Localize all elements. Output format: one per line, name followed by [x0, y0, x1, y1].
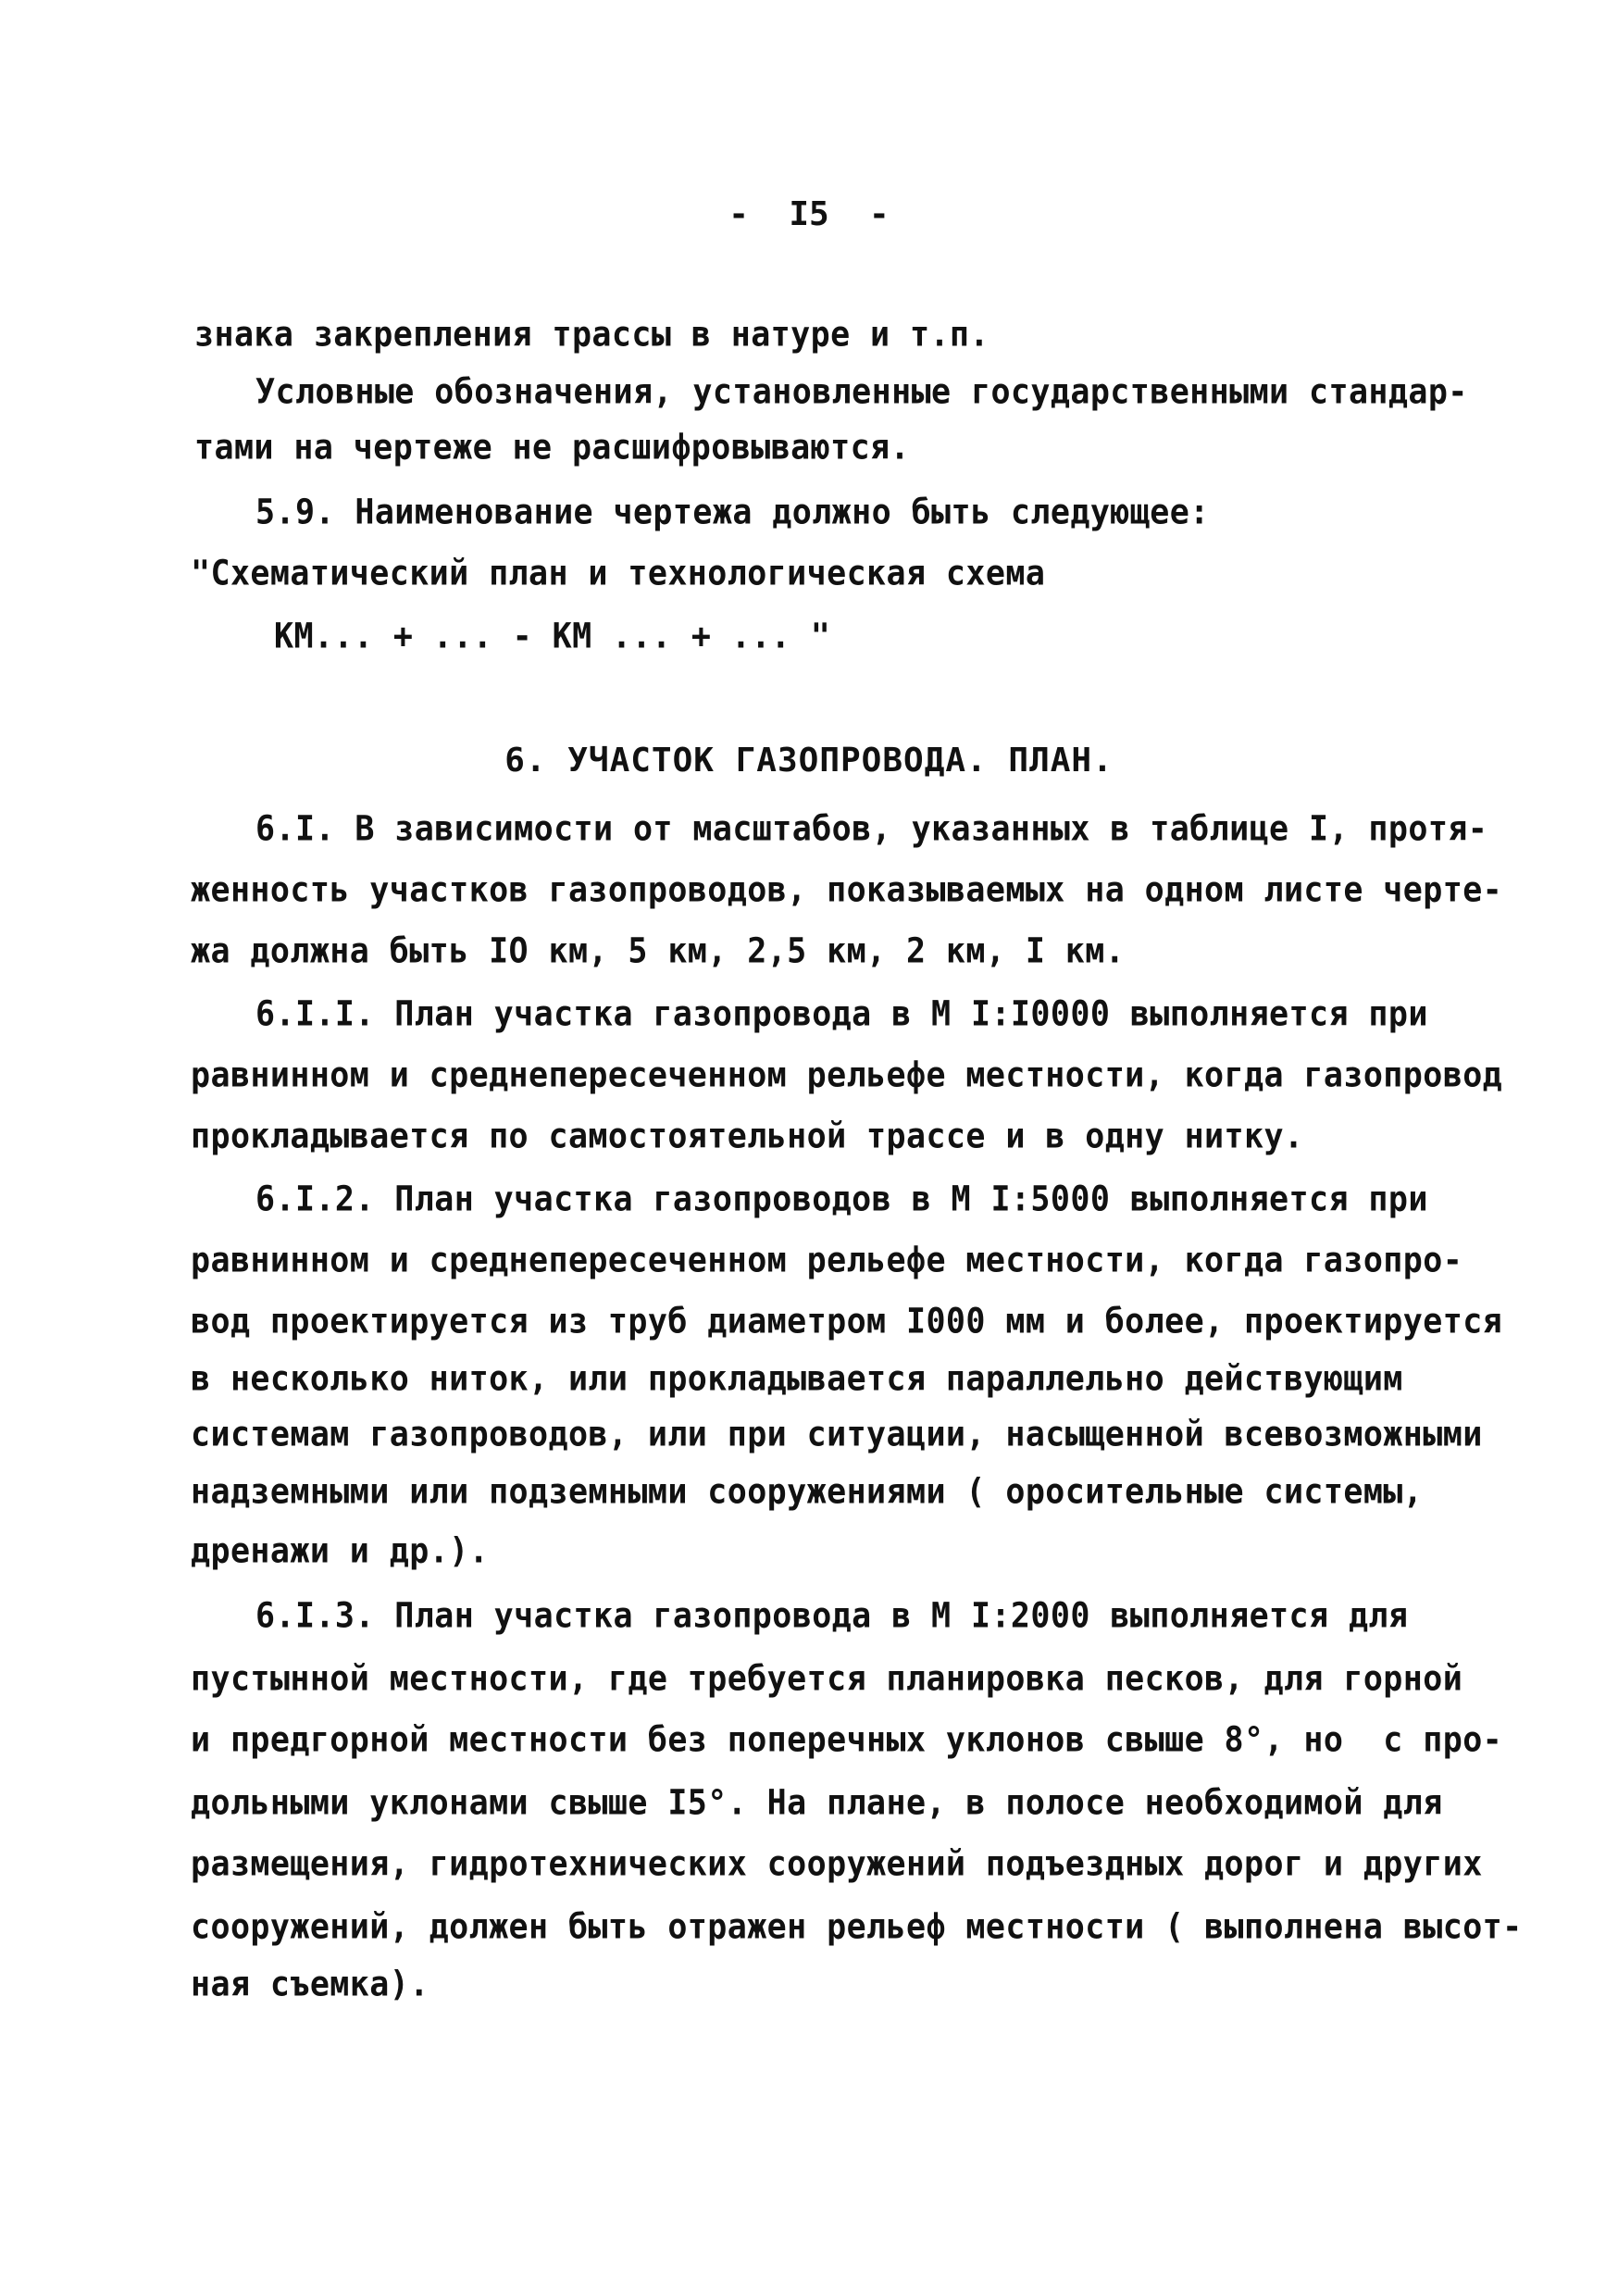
- text-line: КМ... + ... - КМ ... + ... ": [274, 617, 831, 657]
- text-line: 6.I. В зависимости от масштабов, указанных в таблице I, протя-: [255, 809, 1488, 850]
- text-line: пустынной местности, где требуется планировка песков, для горной: [191, 1659, 1463, 1700]
- text-line: 6.I.I. План участка газопровода в М I:I0000 выполняется при: [255, 994, 1428, 1035]
- text-line: 5.9. Наименование чертежа должно быть следующее:: [255, 493, 1210, 533]
- text-line: прокладывается по самостоятельной трассе и в одну нитку.: [191, 1117, 1304, 1157]
- text-line: дренажи и др.).: [191, 1531, 490, 1572]
- text-line: вод проектируется из труб диаметром I000 мм и более, проектируется: [191, 1302, 1503, 1342]
- text-line: равнинном и среднепересеченном рельефе местности, когда газопровод: [191, 1055, 1503, 1096]
- text-line: Условные обозначения, установленные государственными стандар-: [255, 372, 1468, 413]
- text-line: ная съемка).: [191, 1965, 429, 2005]
- text-line: системам газопроводов, или при ситуации, насыщенной всевозможными: [191, 1415, 1483, 1455]
- page-number: - I5 -: [728, 195, 890, 233]
- text-line: дольными уклонами свыше I5°. На плане, в полосе необходимой для: [191, 1783, 1443, 1824]
- text-line: сооружений, должен быть отражен рельеф местности ( выполнена высот-: [191, 1907, 1523, 1948]
- text-line: жа должна быть IO км, 5 км, 2,5 км, 2 км, I км.: [191, 931, 1126, 972]
- text-line: женность участков газопроводов, показываемых на одном листе черте-: [191, 870, 1503, 911]
- text-line: в несколько ниток, или прокладывается параллельно действующим: [191, 1359, 1403, 1400]
- text-line: тами на чертеже не расшифровываются.: [194, 428, 910, 468]
- text-line: знака закрепления трассы в натуре и т.п.: [194, 315, 989, 356]
- text-line: и предгорной местности без поперечных уклонов свыше 8°, но с про-: [191, 1720, 1503, 1761]
- text-line: надземными или подземными сооружениями ( оросительные системы,: [191, 1472, 1424, 1513]
- text-line: "Схематический план и технологическая схема: [191, 554, 1046, 594]
- text-line: 6.I.2. План участка газопроводов в М I:5000 выполняется при: [255, 1179, 1428, 1220]
- text-line: размещения, гидротехнических сооружений подъездных дорог и других: [191, 1844, 1483, 1885]
- text-line: равнинном и среднепересеченном рельефе местности, когда газопро-: [191, 1241, 1463, 1281]
- section-heading: 6. УЧАСТОК ГАЗОПРОВОДА. ПЛАН.: [504, 742, 1114, 780]
- text-line: 6.I.3. План участка газопровода в М I:2000 выполняется для: [255, 1596, 1409, 1637]
